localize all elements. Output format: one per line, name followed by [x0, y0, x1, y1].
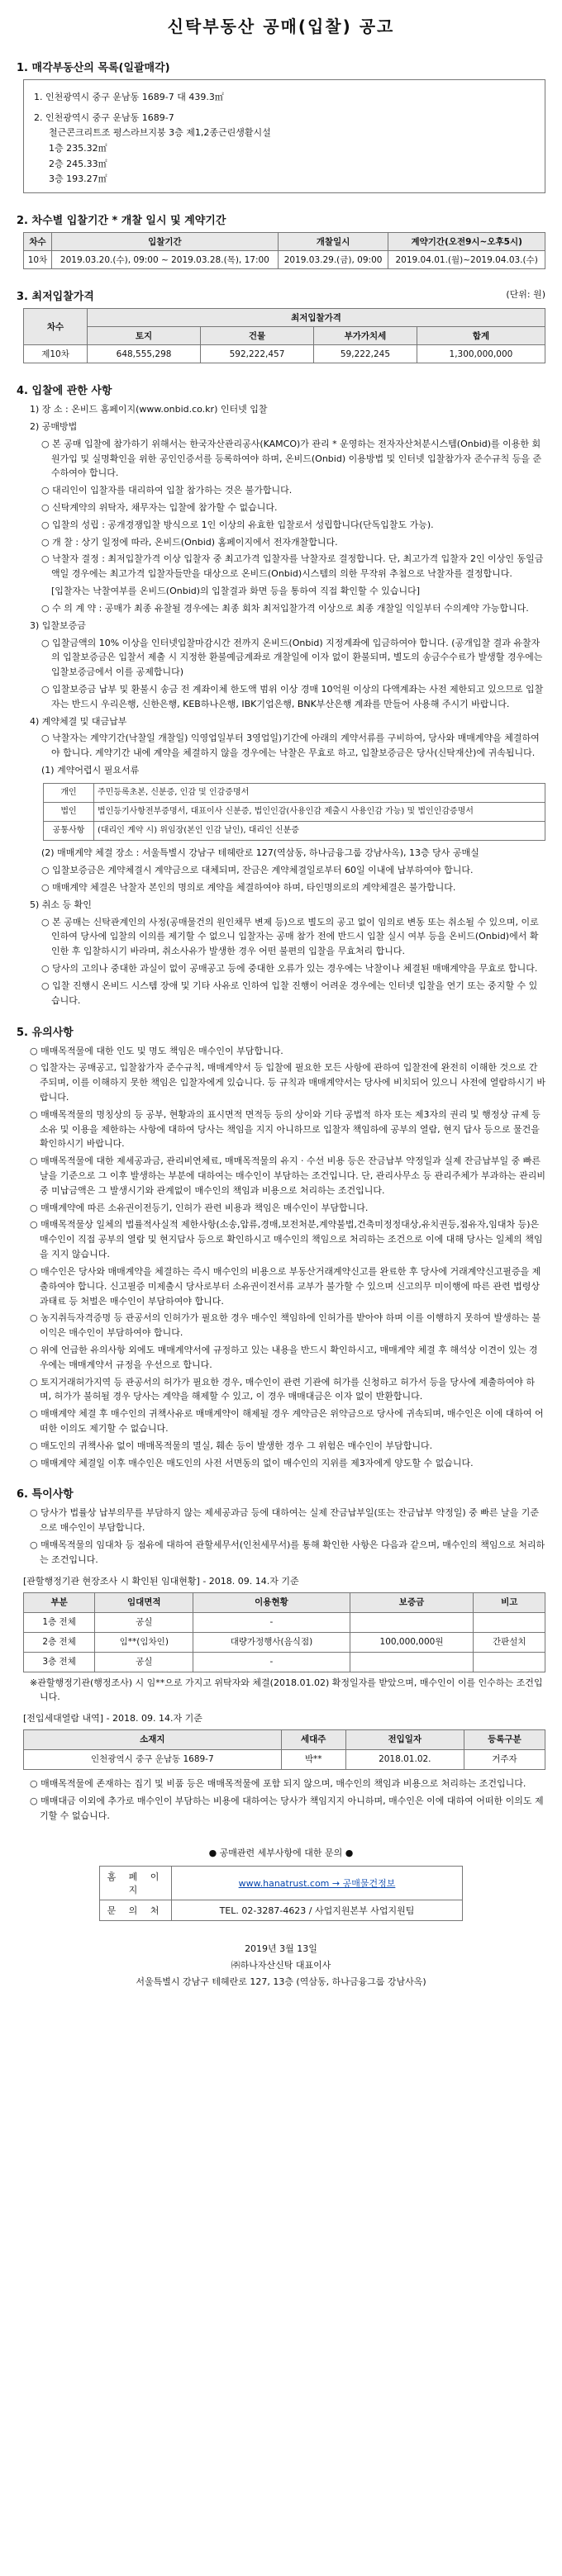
table-cell: 임**(임차인) [95, 1632, 193, 1652]
caution-item: ○ 매매계약 체결일 이후 매수인은 매도인의 사전 서면동의 없이 매수인의 지위를 제3자에게 양도할 수 없습니다. [30, 1457, 474, 1468]
table-header: 건물 [201, 327, 314, 345]
property-item-2-floor2: 2층 245.33㎡ [49, 158, 107, 169]
property-item-2-structure: 철근콘크리트조 평스라브지붕 3층 제1,2종근린생활시설 [49, 127, 271, 139]
homepage-label: 홈 페 이 지 [100, 1867, 172, 1900]
inquiry-value: TEL. 02-3287-4623 / 사업지원본부 사업지원팀 [172, 1900, 463, 1921]
table-cell: 2018.01.02. [345, 1749, 464, 1769]
table-header: 입찰기간 [51, 233, 278, 251]
table-cell: 1층 전체 [24, 1612, 95, 1632]
contact-heading: ● 공매관련 세부사항에 대한 문의 ● [208, 1848, 354, 1859]
section-4-body [17, 402, 545, 1008]
cancel-heading: 5) 취소 등 확인 [30, 899, 92, 910]
method-text: ○ 수 의 계 약 : 공매가 최종 유찰될 경우에는 최종 회차 최저입찰가격 이상으로 최종 개찰일 익일부터 수의계약 가능합니다. [41, 602, 529, 614]
lease-note: ※관할행정기관(행정조사) 시 임**으로 가지고 위탁자와 체결(2018.01.02) 확정일자를 받았으며, 매수인이 이를 인수하는 조건입니다. [30, 1677, 543, 1703]
table-cell: 간판설치 [474, 1632, 545, 1652]
section-5-body [17, 1044, 545, 1471]
table-header: 최저입찰가격 [88, 309, 545, 327]
property-item-1: 1. 인천광역시 중구 운남동 1689-7 대 439.3㎡ [34, 92, 224, 102]
method-text: ○ 입찰의 성립 : 공개경쟁입찰 방식으로 1인 이상의 유효한 입찰로서 성립합니다(단독입찰도 가능). [41, 519, 434, 530]
table-row [24, 1632, 545, 1652]
contract-text: ○ 낙찰자는 계약기간(낙찰일 개찰일) 익영업일부터 3영업일)기간에 아래의 계약서류를 구비하여, 당사와 매매계약을 체결하여야 합니다. 계약기간 내에 계약을 체결하지 않을 경우에는 낙찰은 무효로 하고, 입찰보증금은 당사(신탁재산)에 귀속됩니다. [41, 733, 540, 759]
table-row [44, 822, 545, 841]
table-header: 부가가치세 [314, 327, 417, 345]
caution-item: ○ 매매목적물에 대한 제세공과금, 관리비연체료, 매매목적물의 유지 · 수선 비용 등은 잔금납부 약정일과 실제 잔금납부일 중 빠른 날을 기준으로 그 이후 발생하는 부분에 대하여는 매수인이 부담하는 조건입니다. 단, 관리사무소 등 관리주체가 부과하는 관리비 중 미납금액은 그 발생시기와 관계없이 매수인의 책임과 비용으로 처리하는 조건입니다. [30, 1155, 545, 1196]
property-list-box [23, 79, 545, 193]
inquiry-label: 문 의 처 [100, 1900, 172, 1921]
company-name: ㈜하나자산신탁 대표이사 [231, 1960, 331, 1971]
table-header: 차수 [24, 233, 52, 251]
method-text: ○ 신탁계약의 위탁자, 채무자는 입찰에 참가할 수 없습니다. [41, 502, 278, 513]
table-cell: 1,300,000,000 [417, 345, 545, 363]
special-item: ○ 당사가 법률상 납부의무를 부담하지 않는 제세공과금 등에 대하여는 실제 잔금납부일(또는 잔금납부 약정일) 중 빠른 날을 기준으로 매수인이 부담합니다. [30, 1507, 540, 1534]
bid-location: 1) 장 소 : 온비드 홈페이지(www.onbid.co.kr) 인터넷 입찰 [30, 404, 268, 415]
section-4-heading: 4. 입찰에 관한 사항 [17, 385, 112, 398]
table-row [24, 251, 545, 269]
table-cell [474, 1652, 545, 1672]
section-3-heading [17, 287, 545, 303]
table-header: 전입일자 [345, 1729, 464, 1749]
cancel-text: ○ 본 공매는 신탁관계인의 사정(공매물건의 원인채무 변제 등)으로 별도의 공고 없이 임의로 변동 또는 취소될 수 있으며, 이로 인하여 당사에 입찰의 이의를 제기할 수 없으니 입찰자는 공매 참가 전에 반드시 입찰 실시 여부 등을 온비드(Onbid)에서 확인한 후 입찰하시기 바라며, 취소사유가 발생한 경우 어떤 불편의 입찰을 무효처리 합니다. [41, 916, 539, 957]
caution-item: ○ 농지취득자격증명 등 관공서의 인허가가 필요한 경우 매수인 책임하에 인허가를 받아야 하며 이를 이행하지 못하여 발생하는 불이익은 매수인이 부담하여야 합니다. [30, 1312, 541, 1339]
caution-item: ○ 매매목적물상 일체의 법률적사실적 제한사항(소송,압류,경매,보전처분,계약불법,건축미정정대상,유치권등,점유자,임대차 등)은 매수인이 직접 공부의 열람 및 현지답사 등으로 확인하시고 매수인의 책임으로 처리하는 조건으로 이에 대해 당사는 일체의 책임을 지지 않습니다. [30, 1219, 543, 1260]
caution-item: ○ 매매목적물의 명칭상의 등 공부, 현황과의 표시면적 면적등 등의 상이와 기타 공법적 하자 또는 제3자의 권리 및 행정상 규제 등 소유 및 이용을 제한하는 사항에 대하여 당사는 책임을 지지 아니하므로 입찰자 책임하에 공부의 열람, 현지 답사 등으로 물건을 확인하시기 바랍니다. [30, 1108, 541, 1150]
caution-item: ○ 매매목적물에 대한 인도 및 명도 책임은 매수인이 부담합니다. [30, 1045, 283, 1056]
table-row [44, 803, 545, 822]
lease-table-caption: [관할행정기관 현장조사 시 확인된 임대현황] - 2018. 09. 14.자 기준 [23, 1575, 299, 1587]
contract-text: ○ 매매계약 체결은 낙찰자 본인의 명의로 계약을 체결하여야 하며, 타인명의로의 계약체결은 불가합니다. [41, 882, 456, 893]
table-header: 토지 [88, 327, 201, 345]
caution-item: ○ 토지거래허가지역 등 관공서의 허가가 필요한 경우, 매수인이 관련 기관에 허가를 신청하고 허가서 등을 당사에 제출하여야 하며, 허가가 불허될 경우 당사는 계약을 해제할 수 있고, 이 경우 매매대금은 이자 없이 반환합니다. [30, 1376, 535, 1402]
table-cell: 2019.03.29.(금), 09:00 [278, 251, 388, 269]
table-cell: 2층 전체 [24, 1632, 95, 1652]
homepage-link-cell [172, 1867, 463, 1900]
table-cell: 2019.04.01.(월)~2019.04.03.(수) [388, 251, 545, 269]
lease-table [23, 1592, 545, 1672]
method-text: [입찰자는 낙찰여부를 온비드(Onbid)의 입찰결과 화면 등을 통하여 직접 확인할 수 있습니다] [51, 586, 421, 597]
unit-label: (단위: 원) [506, 289, 545, 301]
table-cell: - [193, 1652, 350, 1672]
homepage-link[interactable]: www.hanatrust.com → 공매물건정보 [238, 1878, 396, 1890]
table-cell: 10차 [24, 251, 52, 269]
caution-item: ○ 매도인의 귀책사유 없이 매매목적물의 멸실, 훼손 등이 발생한 경우 그 위험은 매수인이 부담합니다. [30, 1440, 433, 1451]
table-header: 임대면적 [95, 1592, 193, 1612]
method-heading: 2) 공매방법 [30, 420, 78, 432]
table-cell: 공실 [95, 1612, 193, 1632]
contract-text: (2) 매매계약 체결 장소 : 서울특별시 강남구 테헤란로 127(역삼동, 하나금융그룹 강남사옥), 13층 당사 공매실 [41, 847, 479, 859]
table-cell: 59,222,245 [314, 345, 417, 363]
section-3-title: 3. 최저입찰가격 [17, 291, 94, 304]
residents-table [23, 1729, 545, 1770]
caution-item: ○ 매수인은 당사와 매매계약을 체결하는 즉시 매수인의 비용으로 부동산거래계약신고를 완료한 후 당사에 거래계약신고필증을 제출하여야 합니다. 신고필증 미제출시 당사로부터 소유권이전서류 교부가 불가할 수 있으며 신고의무 미이행에 따른 관련 법령상 과태료 등 처벌은 매수인이 부담하여야 합니다. [30, 1265, 541, 1307]
table-cell [474, 1612, 545, 1632]
method-text: ○ 본 공매 입찰에 참가하기 위해서는 한국자산관리공사(KAMCO)가 관리 * 운영하는 전자자산처분시스템(Onbid)를 이용한 회원가입 및 실명확인을 위한 공인인증서를 등록하여야 하며, 온비드(Onbid) 이용방법 및 인터넷 입찰참가자 준수규칙 등을 준수하여야 합니다. [41, 438, 542, 479]
section-6-heading: 6. 특이사항 [17, 1488, 74, 1501]
contract-docs-label: (1) 계약어렵시 필요서류 [41, 765, 140, 776]
table-cell: 공통사항 [44, 822, 94, 841]
table-header: 이용현황 [193, 1592, 350, 1612]
company-address: 서울특별시 강남구 테헤란로 127, 13층 (역삼동, 하나금융그룹 강남사옥) [136, 1976, 426, 1987]
table-row [24, 1749, 545, 1769]
table-cell: 제10차 [24, 345, 88, 363]
caution-item: ○ 위에 언급한 유의사항 외에도 매매계약서에 규정하고 있는 내용을 반드시 확인하시고, 매매계약 체결 후 해석상 이견이 있는 경우에는 매매계약서 규정을 우선으로 합니다. [30, 1344, 538, 1370]
table-header: 부분 [24, 1592, 95, 1612]
property-item-2-floor3: 3층 193.27㎡ [49, 173, 107, 185]
table-header: 합계 [417, 327, 545, 345]
schedule-table [23, 232, 545, 269]
table-cell: 주민등록초본, 신분증, 인감 및 인감증명서 [94, 783, 545, 802]
table-cell: - [193, 1612, 350, 1632]
table-cell: 공실 [95, 1652, 193, 1672]
table-row [24, 345, 545, 363]
special-item: ○ 매매대금 이외에 추가로 매수인이 부담하는 비용에 대하여는 당사가 책임지지 아니하며, 매수인은 이에 대하여 어떠한 이의도 제기할 수 없습니다. [30, 1795, 544, 1821]
table-header: 소재지 [24, 1729, 282, 1749]
caution-item: ○ 매매계약 체결 후 매수인의 귀책사유로 매매계약이 해제될 경우 계약금은 위약금으로 당사에 귀속되며, 매수인은 이에 대하여 어떠한 이의도 제기할 수 없습니다. [30, 1408, 544, 1434]
page-title: 신탁부동산 공매(입찰) 공고 [167, 17, 395, 36]
table-cell [350, 1652, 474, 1672]
method-text: ○ 개 찰 : 상기 일정에 따라, 온비드(Onbid) 홈페이지에서 전자개찰합니다. [41, 536, 338, 548]
table-header: 등록구분 [464, 1729, 545, 1749]
table-cell: 거주자 [464, 1749, 545, 1769]
table-header: 비고 [474, 1592, 545, 1612]
section-1-heading: 1. 매각부동산의 목록(일괄매각) [17, 62, 170, 74]
required-docs-table [43, 783, 545, 842]
table-cell: 대량가정행사(음식점) [193, 1632, 350, 1652]
table-row [24, 1652, 545, 1672]
table-cell: 인천광역시 중구 운남동 1689-7 [24, 1749, 282, 1769]
caution-item: ○ 매매계약에 따른 소유권이전등기, 인허가 관련 비용과 책임은 매수인이 부담합니다. [30, 1202, 369, 1213]
table-cell: 3층 전체 [24, 1652, 95, 1672]
table-header: 계약기간(오전9시~오후5시) [388, 233, 545, 251]
table-cell: 648,555,298 [88, 345, 201, 363]
residents-table-caption: [전입세대열람 내역] - 2018. 09. 14.자 기준 [23, 1713, 202, 1724]
property-item-2-floor1: 1층 235.32㎡ [49, 143, 107, 154]
cancel-text: ○ 입찰 진행시 온비드 시스템 장애 및 기타 사유로 인하여 입찰 진행이 어려운 경우에는 인터넷 입찰을 연기 또는 중지할 수 있습니다. [41, 980, 538, 1006]
special-item: ○ 매매목적물의 임대차 등 점유에 대하여 관할세무서(인천세무서)를 통해 확인한 사항은 다음과 같으며, 매수인의 책임으로 처리하는 조건입니다. [30, 1539, 545, 1565]
method-text: ○ 낙찰자 결정 : 최저입찰가격 이상 입찰자 중 최고가격 입찰자를 낙찰자로 결정합니다. 단, 최고가격 입찰자 2인 이상인 동일금액일 경우에는 최고가격 입찰자들만을 대상으로 온비드(Onbid)시스템의 의한 무작위 추첨으로 낙찰자를 결정합니다. [41, 553, 544, 580]
deposit-heading: 3) 입찰보증금 [30, 619, 86, 631]
table-header: 개찰일시 [278, 233, 388, 251]
caution-item: ○ 입찰자는 공매공고, 입찰참가자 준수규칙, 매매계약서 등 입찰에 필요한 모든 사항에 관하여 입찰전에 완전히 이해한 것으로 간주되며, 이를 이해하지 못한 책임은 입찰자에게 있습니다. 등 규칙과 매매계약서는 당사에 비치되어 있으니 사전에 열람하시기 바랍니다. [30, 1062, 545, 1103]
table-header: 보증금 [350, 1592, 474, 1612]
min-price-table [23, 308, 545, 363]
table-cell [350, 1612, 474, 1632]
contact-table [99, 1866, 463, 1921]
method-text: ○ 대리인이 입찰자를 대리하여 입찰 참가하는 것은 불가합니다. [41, 485, 293, 496]
contract-text: ○ 입찰보증금은 계약체결시 계약금으로 대체되며, 잔금은 계약체결일로부터 60일 이내에 납부하여야 합니다. [41, 865, 474, 876]
table-row [100, 1900, 463, 1921]
deposit-text: ○ 입찰보증금 납부 및 환불시 송금 전 계좌이체 한도액 범위 이상 경매 10억원 이상의 다액계좌는 사전 제한되고 있으므로 입찰자는 반드시 우리은행, 신한은행, KEB하나은행, IBK기업은행, BNK부산은행 계좌를 만들어 사용해 주시기 바랍니다. [41, 683, 544, 709]
section-5-heading: 5. 유의사항 [17, 1026, 74, 1039]
notice-page [17, 0, 545, 1990]
table-row [24, 1612, 545, 1632]
footer [17, 1941, 545, 1990]
section-6-body [17, 1506, 545, 1823]
cancel-text: ○ 당사의 고의나 중대한 과실이 없이 공매공고 등에 중대한 오류가 있는 경우에는 낙찰이나 체결된 매매계약을 무효로 합니다. [41, 963, 538, 975]
table-cell: 100,000,000원 [350, 1632, 474, 1652]
table-cell: (대리인 계약 시) 위임장(본인 인감 날인), 대리인 신분증 [94, 822, 545, 841]
notice-date: 2019년 3월 13일 [245, 1943, 317, 1955]
table-cell: 법인 [44, 803, 94, 822]
table-cell: 592,222,457 [201, 345, 314, 363]
property-item-2: 2. 인천광역시 중구 운남동 1689-7 [34, 111, 174, 123]
table-cell: 2019.03.20.(수), 09:00 ~ 2019.03.28.(목), 17:00 [51, 251, 278, 269]
table-cell: 법인등기사항전부증명서, 대표이사 신분증, 법인인감(사용인감 제출시 사용인감 가능) 및 법인인감증명서 [94, 803, 545, 822]
special-item: ○ 매매목적물에 존재하는 집기 및 비품 등은 매매목적물에 포함 되지 않으며, 매수인의 책임과 비용으로 처리하는 조건입니다. [30, 1777, 526, 1789]
table-row [100, 1867, 463, 1900]
section-2-heading: 2. 차수별 입찰기간 * 개찰 일시 및 계약기간 [17, 215, 226, 228]
table-header: 세대주 [281, 1729, 345, 1749]
table-cell: 개인 [44, 783, 94, 802]
table-row [44, 783, 545, 802]
contract-heading: 4) 계약체결 및 대금납부 [30, 715, 127, 727]
table-header: 차수 [24, 309, 88, 345]
table-cell: 박** [281, 1749, 345, 1769]
deposit-text: ○ 입찰금액의 10% 이상을 인터넷입찰마감시간 전까지 온비드(Onbid) 지정계좌에 입금하여야 합니다. (공개입찰 결과 유찰자의 입찰보증금은 입찰서 제출 시 지정한 환불예금계좌로 개찰일에 이자 없이 환불되며, 별도의 송금수수료가 발생할 경우에는 입찰보증금에서 이를 공제합니다) [41, 637, 543, 678]
